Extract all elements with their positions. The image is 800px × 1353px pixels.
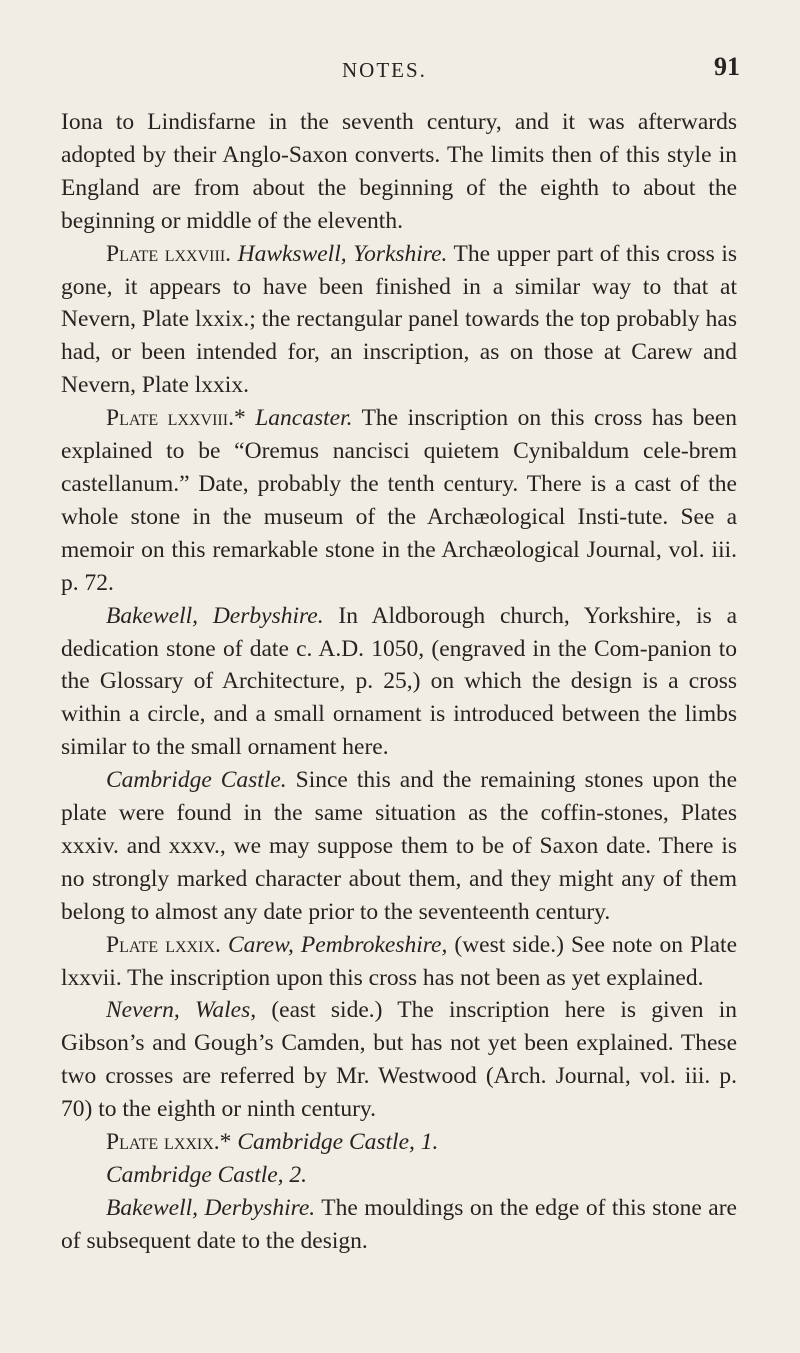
paragraph-text: (west side.) See note on Plate lxxvii. The inscription upon this cross has not been as yet explained. xyxy=(61,931,738,991)
paragraph-bakewell-1 xyxy=(61,600,737,765)
paragraph-text: The mouldings on the edge of this stone are of subsequent date to the design. xyxy=(61,1194,737,1254)
place-name: Cambridge Castle, 1. xyxy=(237,1129,439,1156)
paragraph-iona xyxy=(61,106,737,238)
paragraph-text: The inscription on this cross has been explained to be “Oremus nancisci quietem Cynibaldum cele-brem castellanum.” Date, probably the tenth century. There is a cast of the whole stone in the museum of the Archæological Insti-tute. See a memoir on this remarkable stone in the Archæological Journal, vol. iii. p. 72. xyxy=(61,405,738,596)
paragraph-text: Iona to Lindisfarne in the seventh century, and it was afterwards adopted by their Anglo-Saxon converts. The limits then of this style in England are from about the beginning of the eighth to about the beginning or middle of the eleventh. xyxy=(61,109,737,234)
page-number: 91 xyxy=(714,52,740,81)
paragraph-cambridge-castle xyxy=(61,764,737,929)
running-head xyxy=(0,52,800,92)
place-name: Carew, Pembrokeshire, xyxy=(227,931,448,958)
paragraph-carew xyxy=(61,929,737,995)
paragraph-text: The upper part of this cross is gone, it appears to have been finished in a similar way to that at Nevern, Plate lxxix.; the rectangular panel towards the top probably has had, or been intended for, an inscription, as on those at Carew and Nevern, Plate lxxix. xyxy=(61,240,737,399)
paragraph-nevern xyxy=(61,994,737,1126)
paragraph-text: (east side.) The inscription here is given in Gibson’s and Gough’s Camden, but has not yet been explained. These two crosses are referred by Mr. Westwood (Arch. Journal, vol. iii. p. 70) to the eighth or ninth century. xyxy=(61,997,737,1123)
plate-reference: Plate lxxix.* xyxy=(106,1129,232,1156)
place-name: Bakewell, Derbyshire. xyxy=(106,602,324,629)
paragraph-cambridge-2 xyxy=(61,1159,737,1192)
place-name: Hawkswell, Yorkshire. xyxy=(237,240,448,267)
running-title: NOTES. xyxy=(342,58,427,82)
plate-reference: Plate lxxviii.* xyxy=(106,405,246,432)
place-name: Bakewell, Derbyshire. xyxy=(106,1194,316,1221)
paragraph-hawkswell xyxy=(61,238,737,403)
plate-reference: Plate lxxix. xyxy=(106,931,221,958)
paragraph-lancaster xyxy=(61,402,737,599)
paragraph-text: Since this and the remaining stones upon the plate were found in the same situation as the coffin-stones, Plates xxxiv. and xxxv., we may suppose them to be of Saxon date. There is no strongly marked character about them, and they might any of them belong to almost any date prior to the seventeenth century. xyxy=(61,767,738,925)
plate-reference: Plate lxxviii. xyxy=(106,240,232,267)
paragraph-cambridge-1 xyxy=(61,1126,737,1159)
paragraph-bakewell-2 xyxy=(61,1192,737,1258)
notes-text xyxy=(61,106,737,1258)
place-name: Nevern, Wales, xyxy=(106,997,257,1024)
place-name: Cambridge Castle. xyxy=(106,767,287,794)
place-name: Cambridge Castle, 2. xyxy=(106,1162,308,1188)
paragraph-text: In Aldborough church, Yorkshire, is a dedication stone of date c. A.D. 1050, (engraved in the Com-panion to the Glossary of Architecture, p. 25,) on which the design is a cross within a circle, and a small ornament is introduced between the limbs similar to the small ornament here. xyxy=(61,602,738,761)
place-name: Lancaster. xyxy=(255,405,353,432)
